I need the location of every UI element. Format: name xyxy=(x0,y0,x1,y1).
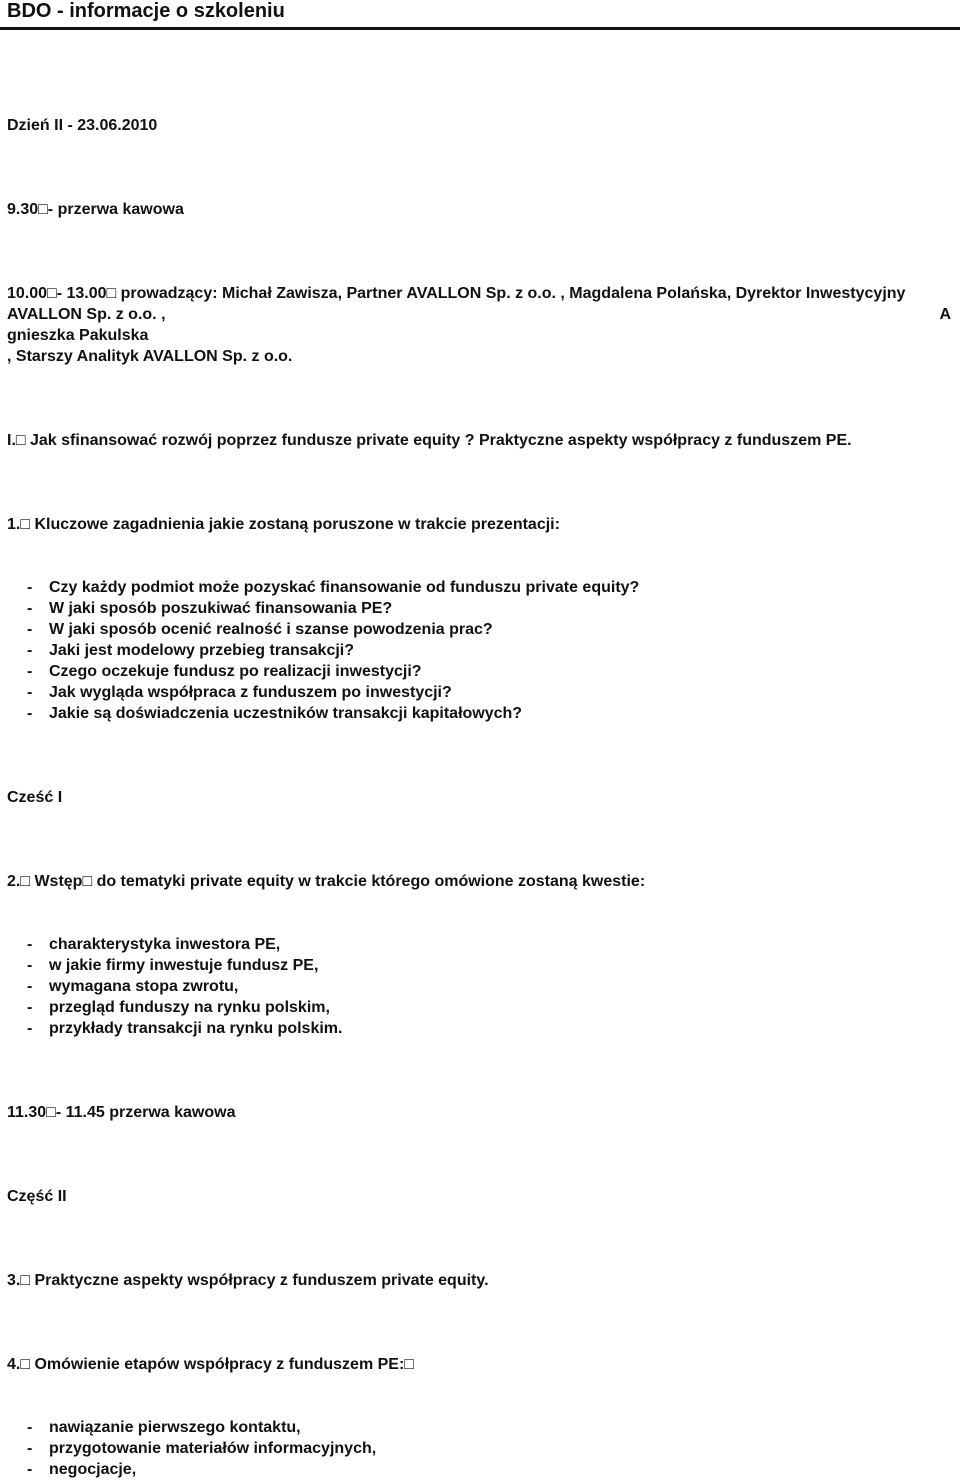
session-line-2: AVALLON Sp. z o.o. , xyxy=(7,306,166,323)
list-item: - W jaki sposób poszukiwać finansowania PE? xyxy=(27,600,393,617)
list-item: - Jaki jest modelowy przebieg transakcji? xyxy=(27,642,354,659)
page-title: BDO - informacje o szkoleniu xyxy=(7,0,285,22)
list-item: - w jakie firmy inwestuje fundusz PE, xyxy=(27,957,319,974)
part-1-heading: Cześć I xyxy=(7,789,63,806)
topic-2-heading: 2.□ Wstęp□ do tematyki private equity w trakcie którego omówione zostaną kwestie: xyxy=(7,873,646,890)
list-item: - Czego oczekuje fundusz po realizacji inwestycji? xyxy=(27,663,422,680)
list-item: - nawiązanie pierwszego kontaktu, xyxy=(27,1419,301,1436)
session-line-3: gnieszka Pakulska xyxy=(7,327,149,344)
session-line-4: , Starszy Analityk AVALLON Sp. z o.o. xyxy=(7,348,293,365)
list-item: - W jaki sposób ocenić realność i szanse powodzenia prac? xyxy=(27,621,493,638)
list-item: - wymagana stopa zwrotu, xyxy=(27,978,239,995)
session-line-1: 10.00□- 13.00□ prowadzący: Michał Zawisza, Partner AVALLON Sp. z o.o. , Magdalena Polańska, Dyrektor Inwestycyjny xyxy=(7,285,906,302)
page-header xyxy=(0,0,960,30)
part-2-heading: Część II xyxy=(7,1188,67,1205)
list-item: - Czy każdy podmiot może pozyskać finansowanie od funduszu private equity? xyxy=(27,579,640,596)
day-heading: Dzień II - 23.06.2010 xyxy=(7,117,158,134)
list-item: - charakterystyka inwestora PE, xyxy=(27,936,281,953)
list-item: - przygotowanie materiałów informacyjnych, xyxy=(27,1440,377,1457)
list-item: - przykłady transakcji na rynku polskim. xyxy=(27,1020,343,1037)
topic-4-heading: 4.□ Omówienie etapów współpracy z funduszem PE:□ xyxy=(7,1356,414,1373)
list-item: - Jakie są doświadczenia uczestników transakcji kapitałowych? xyxy=(27,705,523,722)
topic-3-heading: 3.□ Praktyczne aspekty współpracy z funduszem private equity. xyxy=(7,1272,489,1289)
topic-1-heading: 1.□ Kluczowe zagadnienia jakie zostaną poruszone w trakcie prezentacji: xyxy=(7,516,560,533)
section-1-heading: I.□ Jak sfinansować rozwój poprzez fundusze private equity ? Praktyczne aspekty współpracy z funduszem PE. xyxy=(7,432,852,449)
list-item: - Jak wygląda współpraca z funduszem po inwestycji? xyxy=(27,684,452,701)
session-line-2-right: A xyxy=(939,306,951,323)
break-2: 11.30□- 11.45 przerwa kawowa xyxy=(7,1104,236,1121)
list-item: - negocjacje, xyxy=(27,1461,137,1478)
list-item: - przegląd funduszy na rynku polskim, xyxy=(27,999,330,1016)
break-1: 9.30□- przerwa kawowa xyxy=(7,201,184,218)
